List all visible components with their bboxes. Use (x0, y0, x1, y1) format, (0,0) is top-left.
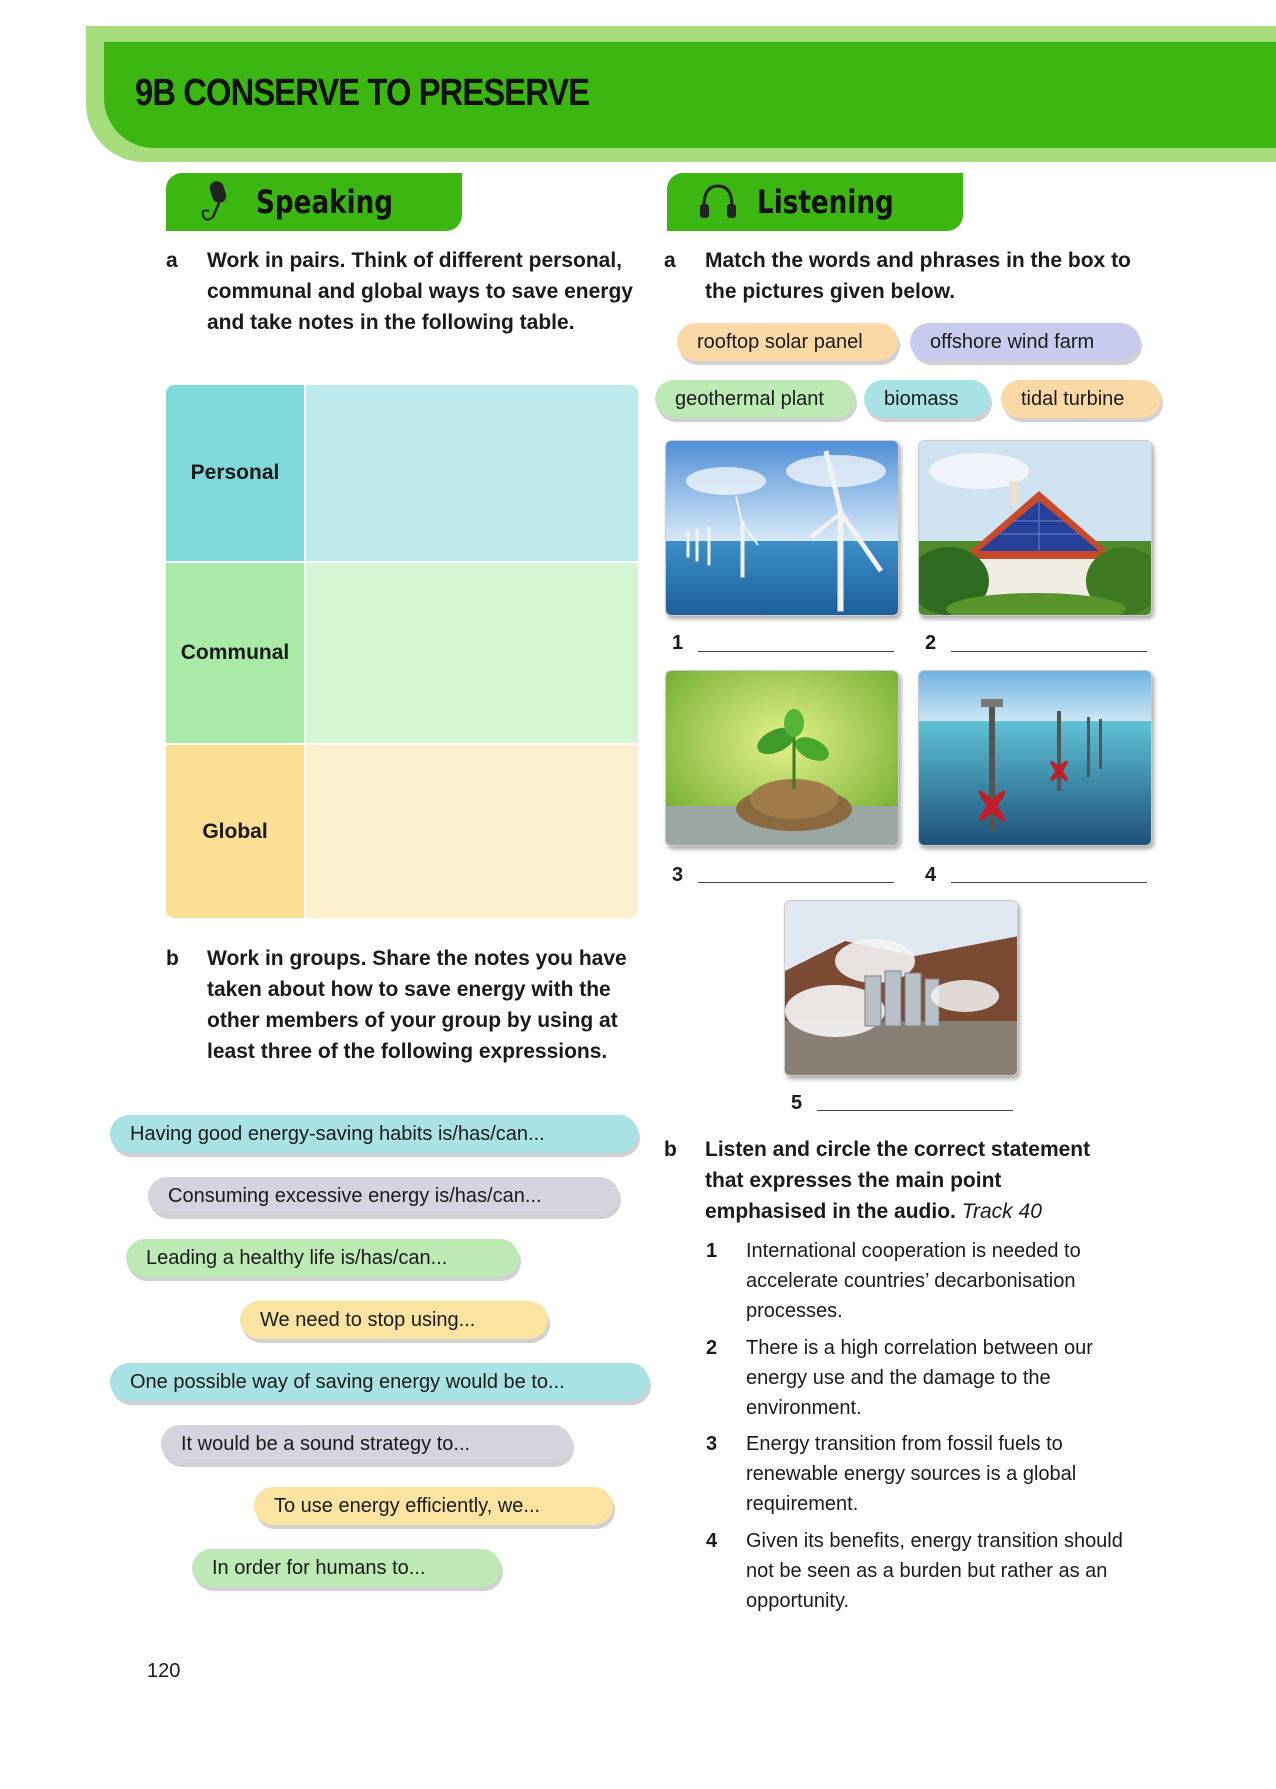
speaking-section-tab (166, 173, 462, 231)
row-label-global: Global (166, 745, 304, 918)
table-row-communal (166, 563, 638, 743)
picture-biomass (665, 670, 899, 846)
expression-pill: To use energy efficiently, we... (254, 1487, 613, 1525)
page-number: 120 (147, 1660, 181, 1682)
expression-pill: It would be a sound strategy to... (161, 1425, 572, 1463)
listening-task-a-instruction: Match the words and phrases in the box to the pictures given below. (705, 249, 1131, 303)
speaking-task-b-instruction: Work in groups. Share the notes you have taken about how to save energy with the other members of your group by using at least three of the following expressions. (207, 947, 627, 1063)
word-box-item: geothermal plant (655, 380, 855, 418)
picture-tidal-turbine (918, 670, 1152, 846)
answer-line-5[interactable] (817, 1110, 1013, 1111)
table-row-global (166, 745, 638, 918)
expression-pill: We need to stop using... (240, 1301, 548, 1339)
notes-cell-personal[interactable] (306, 385, 638, 561)
word-box-item: biomass (864, 380, 990, 418)
statement-number-1: 1 (706, 1240, 718, 1262)
row-label-communal: Communal (166, 563, 304, 743)
word-box-item: rooftop solar panel (677, 323, 898, 361)
listening-section-tab (667, 173, 963, 231)
answer-line-3[interactable] (698, 882, 894, 883)
speaking-task-a-instruction: Work in pairs. Think of different personal, communal and global ways to save energy and take notes in the following table. (207, 249, 633, 334)
word-box-item: offshore wind farm (910, 323, 1140, 361)
listening-task-b-text: Listen and circle the correct statement that expresses the main point emphasised in the audio. (705, 1138, 1091, 1223)
expression-pill: One possible way of saving energy would be to... (110, 1363, 649, 1401)
picture-number-3: 3 (672, 864, 684, 886)
page-title: 9B CONSERVE TO PRESERVE (135, 72, 590, 114)
listening-task-a-letter: a (664, 249, 676, 272)
table-row-personal (166, 385, 638, 561)
picture-number-5: 5 (791, 1092, 803, 1114)
answer-line-1[interactable] (698, 651, 894, 652)
picture-number-2: 2 (925, 632, 937, 654)
picture-geothermal-plant (784, 900, 1018, 1076)
picture-offshore-wind-farm (665, 440, 899, 616)
expression-pill: Leading a healthy life is/has/can... (126, 1239, 519, 1277)
speaking-task-b-letter: b (166, 947, 179, 970)
listening-task-b-instruction (705, 1134, 1125, 1227)
picture-rooftop-solar-panel (918, 440, 1152, 616)
word-box-item: tidal turbine (1001, 380, 1161, 418)
statement-text-1[interactable]: International cooperation is needed to accelerate countries’ decarbonisation processes. (746, 1240, 1081, 1322)
statement-text-3[interactable]: Energy transition from fossil fuels to renewable energy sources is a global requirement. (746, 1433, 1077, 1515)
statement-number-4: 4 (706, 1530, 718, 1552)
answer-line-2[interactable] (951, 651, 1147, 652)
picture-number-4: 4 (925, 864, 937, 886)
statement-number-3: 3 (706, 1433, 718, 1455)
track-number: Track 40 (961, 1200, 1042, 1223)
listening-task-b-letter: b (664, 1138, 677, 1161)
headphones-icon (695, 179, 741, 225)
notes-table (166, 385, 638, 918)
row-label-personal: Personal (166, 385, 304, 561)
speaking-task-a-letter: a (166, 249, 178, 272)
microphone-icon (194, 179, 240, 225)
statement-text-4[interactable]: Given its benefits, energy transition should not be seen as a burden but rather as an opportunity. (746, 1530, 1123, 1612)
speaking-tab-label: Speaking (256, 183, 394, 221)
expression-pill: In order for humans to... (192, 1549, 501, 1587)
listening-tab-label: Listening (757, 183, 894, 221)
expression-pill: Consuming excessive energy is/has/can... (148, 1177, 619, 1215)
expression-pill: Having good energy-saving habits is/has/can... (110, 1115, 638, 1153)
statement-text-2[interactable]: There is a high correlation between our energy use and the damage to the environment. (746, 1337, 1093, 1419)
notes-cell-global[interactable] (306, 745, 638, 918)
notes-cell-communal[interactable] (306, 563, 638, 743)
picture-number-1: 1 (672, 632, 684, 654)
answer-line-4[interactable] (951, 882, 1147, 883)
statement-number-2: 2 (706, 1337, 718, 1359)
